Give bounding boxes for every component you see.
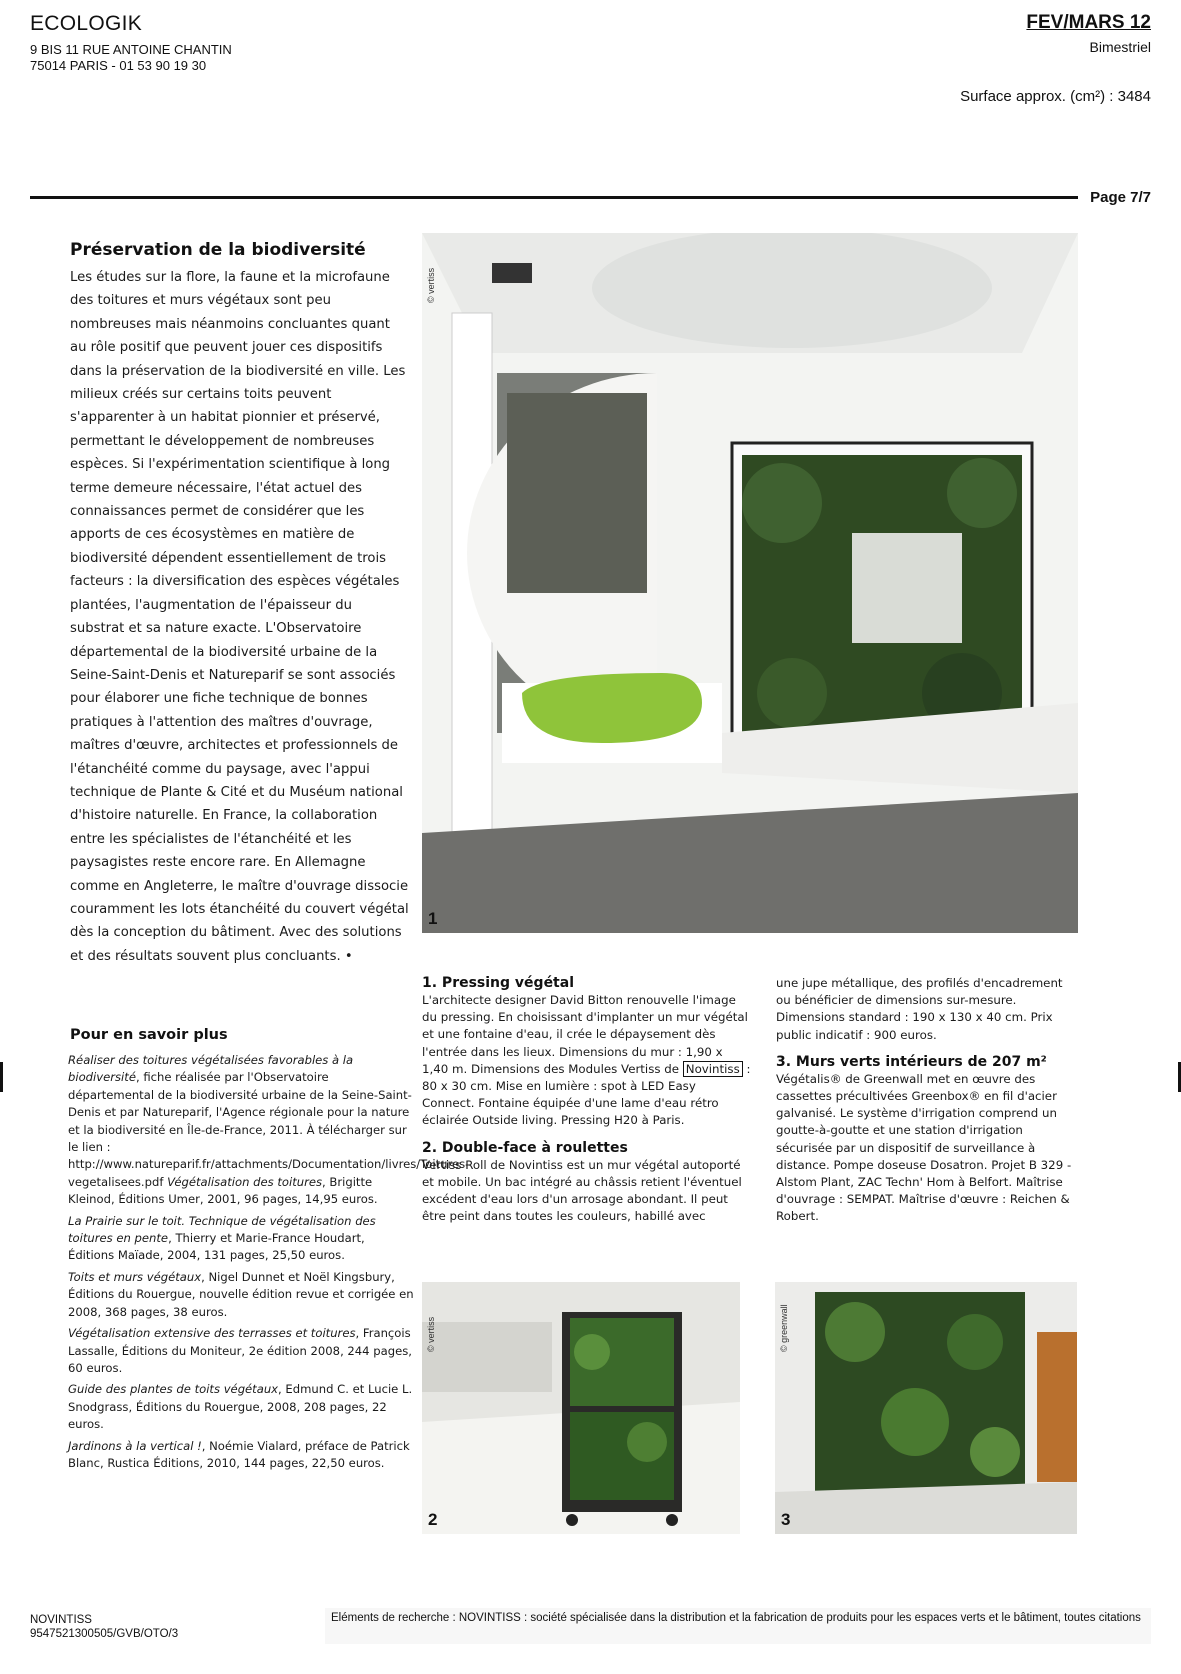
issue-label: FEV/MARS 12 [1026, 12, 1151, 33]
mobile-wall-illustration [422, 1282, 740, 1534]
article-body: Les études sur la flore, la faune et la microfaune des toitures et murs végétaux sont peu nombreuses mais néanmoins concluantes quant au rôle positif que peuvent jouer ces dispositifs dans la préservation de la biodiversité en ville. Les milieux créés sur certains toits peuvent s'apparenter à un habitat pionnier et préservé, permettant le développement de nombreuses espèces. Si l'expérimentation scientifique à long terme demeure nécessaire, l'état actuel des connaissances permet de considérer que les apports de ces écosystèmes en matière de biodiversité dépendent essentiellement de trois facteurs : la diversification des espèces végétales plantées, l'augmentation de l'épaisseur du substrat et sa nature exacte. L'Observatoire départemental de la biodiversité urbaine de la Seine-Saint-Denis et Natureparif se sont associés pour élaborer une fiche technique de bonnes pratiques à l'attention des maîtres d'ouvrage, maîtres d'œuvre, architectes et professionnels de l'étanchéité comme du paysage, avec l'appui technique de Plante & Cité et du Muséum national d'histoire naturelle. En France, la collaboration entre les spécialistes de l'étanchéité et les paysagistes reste encore rare. En Allemagne comme en Angleterre, le maître d'ouvrage dissocie couramment les lots étanchéité du couvert végétal dès la conception du bâtiment. Avec des solutions et des résultats souvent plus concluants. • [70, 270, 409, 964]
caption-title: 3. Murs verts intérieurs de 207 m² [776, 1053, 1047, 1070]
caption-title: 1. Pressing végétal [422, 975, 574, 991]
footer-search-note: Eléments de recherche : NOVINTISS : société spécialisée dans la distribution et la fabrication de produits pour les espaces verts et le bâtiment, toutes citations [325, 1608, 1151, 1644]
caption-text: une jupe métallique, des profilés d'encadrement ou bénéficier de dimensions sur-mesure. Dimensions standard : 190 x 130 x 40 cm. Prix public indicatif : 900 euros. [776, 976, 1063, 1042]
photo-murs-verts [775, 1282, 1077, 1534]
reference-item: Végétalisation extensive des terrasses et toitures, François Lassalle, Éditions du Moniteur, 2e édition 2008, 244 pages, 60 euros. [68, 1326, 412, 1375]
photo-credit: © vertiss [426, 1316, 436, 1352]
footer-id: 9547521300505/GVB/OTO/3 [30, 1628, 179, 1640]
reference-item: Guide des plantes de toits végétaux, Edmund C. et Lucie L. Snodgrass, Éditions du Rouergue, 2008, 208 pages, 22 euros. [68, 1382, 413, 1432]
section-title: Préservation de la biodiversité [70, 240, 366, 260]
further-reading-title: Pour en savoir plus [70, 1027, 228, 1043]
caption-text: L'architecte designer David Bitton renouvelle l'image du pressing. En choisissant d'implanter un mur végétal et une fontaine d'eau, il crée le dépaysement dès l'entrée dans les lieux. Dimensions du mur : 1,90 x 1,40 m. Dimensions des Modules Vertiss de Novintiss : 80 x 30 cm. Mise en lumière : spot à LED Easy Connect. Fontaine équipée d'une lame d'eau rétro éclairée Outside living. Pressing H20 à Paris. [422, 993, 751, 1128]
article-column [70, 240, 410, 968]
photo-number: 2 [428, 1510, 438, 1529]
page-number: Page 7/7 [1082, 189, 1151, 206]
margin-mark-left [0, 1062, 3, 1092]
publication-name: ECOLOGIK [30, 12, 143, 35]
reference-item: Jardinons à la vertical !, Noémie Vialard, préface de Patrick Blanc, Rustica Éditions, 2010, 144 pages, 22,50 euros. [68, 1438, 410, 1470]
caption-text: Vertiss Roll de Novintiss est un mur végétal autoporté et mobile. Un bac intégré au châssis retient l'éventuel excédent d'eau lors d'un arrosage abondant. Il peut être peint dans toutes les couleurs, habillé avec [422, 1157, 742, 1224]
caption-text: Végétalis® de Greenwall met en œuvre des cassettes précultivées Greenbox® en fil d'acier galvanisé. Le système d'irrigation comprend un goutte-à-goutte et une station d'irrigation sécurisée par un dispositif de surveillance à distance. Pompe doseuse Dosatron. Projet B 329 - Alstom Plant, ZAC Techn' Hom à Belfort. Maîtrise d'ouvrage : SEMPAT. Maîtrise d'œuvre : Reichen & Robert. [776, 1071, 1072, 1224]
footer-source: NOVINTISS [30, 1614, 92, 1626]
address-line-1: 9 BIS 11 RUE ANTOINE CHANTIN [30, 42, 232, 57]
photo-credit: © greenwall [779, 1304, 789, 1352]
caption-title: 2. Double-face à roulettes [422, 1139, 628, 1156]
green-wall-illustration [775, 1282, 1077, 1534]
pressing-interior-illustration [422, 233, 1078, 933]
surface-label: Surface approx. (cm²) : 3484 [960, 88, 1151, 105]
brand-highlight: Novintiss [683, 1061, 743, 1077]
photo-number: 1 [428, 909, 438, 928]
reference-item: Réaliser des toitures végétalisées favorables à la biodiversité, fiche réalisée par l'Observatoire départemental de la biodiversité urbaine de la Seine-Saint-Denis et par Natureparif, l'Agence régionale pour la nature et la biodiversité en Île-de-France, 2011. À télécharger sur le lien : http://www.natureparif.fr/attachments/Documentation/livres/Toitures-vegetalisees.pdf Végétalisation des toitures, Brigitte Kleinod, Éditions Umer, 2001, 96 pages, 14,95 euros. [68, 1053, 470, 1207]
photo-credit: © vertiss [426, 267, 436, 303]
photo-pressing-vegetal [422, 233, 1078, 933]
address-line-2: 75014 PARIS - 01 53 90 19 30 [30, 58, 207, 73]
frequency-label: Bimestriel [1089, 39, 1151, 55]
photo-number: 3 [781, 1510, 791, 1529]
captions-column-2 [776, 975, 1078, 1236]
photo-double-face [422, 1282, 740, 1534]
reference-item: La Prairie sur le toit. Technique de végétalisation des toitures en pente, Thierry et Marie-France Houdart, Éditions Maïade, 2004, 131 pages, 25,50 euros. [68, 1213, 376, 1263]
captions-column-1 [422, 975, 752, 1235]
reference-item: Toits et murs végétaux, Nigel Dunnet et Noël Kingsbury, Éditions du Rouergue, nouvelle édition revue et corrigée en 2008, 368 pages, 38 euros. [68, 1269, 414, 1319]
header-rule [30, 196, 1078, 199]
